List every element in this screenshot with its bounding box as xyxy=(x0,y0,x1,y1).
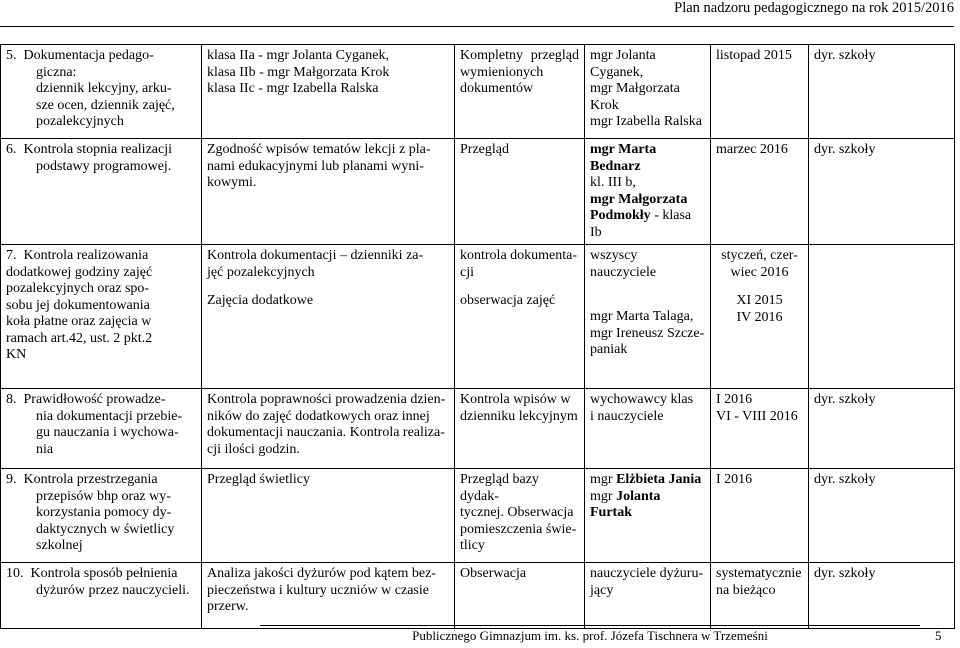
scope-line: ników do zajęć dodatkowych oraz innej xyxy=(207,408,430,424)
footer-rule xyxy=(260,625,920,626)
person-class: - klasa Ib xyxy=(590,208,692,240)
scope-line: nami edukacyjnymi lub planami wyni- xyxy=(207,158,424,174)
method-cell xyxy=(455,139,585,245)
method-cell xyxy=(455,45,585,139)
responsible-cell xyxy=(809,389,955,469)
responsible-text: dyr. szkoły xyxy=(814,392,876,407)
scope-line: klasa IIb - mgr Małgorzata Krok xyxy=(207,64,390,80)
scope-line: Analiza jakości dyżurów pod kątem bez- xyxy=(207,566,436,581)
person-cell xyxy=(585,563,711,629)
method-line: dzienniku lekcyjnym xyxy=(460,408,578,424)
scope-line: przerw. xyxy=(207,599,249,614)
date-cell xyxy=(711,139,809,245)
person-line: nauczyciele dyżuru- xyxy=(590,566,704,581)
scope-line: pieczeństwa i kultury uczniów w czasie xyxy=(207,582,429,598)
responsible-cell xyxy=(809,45,955,139)
topic-line: sze ocen, dziennik zajęć, xyxy=(36,97,175,113)
scope-line: klasa IIa - mgr Jolanta Cyganek, xyxy=(207,48,389,63)
person-name: mgr Małgorzata xyxy=(590,191,688,207)
scope-line: jęć pozalekcyjnych xyxy=(207,264,315,280)
scope-cell xyxy=(202,245,455,389)
header-rule xyxy=(0,26,954,27)
topic-line: nia xyxy=(36,441,54,457)
topic-line: Kontrola realizowania xyxy=(23,248,149,263)
scope-line: Kontrola dokumentacji – dzienniki za- xyxy=(207,248,424,263)
method-line: pomieszczenia świe- xyxy=(460,521,577,537)
topic-line: sobu jej dokumentowania xyxy=(6,297,150,313)
date-cell xyxy=(711,563,809,629)
date-line: systematycznie xyxy=(716,566,802,581)
page-number: 5 xyxy=(935,628,942,643)
person-cell xyxy=(585,389,711,469)
scope-line: cji ilości godzin. xyxy=(207,441,300,457)
method-line: kontrola dokumenta- xyxy=(460,248,578,263)
topic-cell xyxy=(1,389,202,469)
header-title: Plan nadzoru pedagogicznego na rok 2015/2016 xyxy=(674,0,954,16)
topic-line: dziennik lekcyjny, arku- xyxy=(36,81,172,96)
person-cell xyxy=(585,469,711,563)
scope-cell xyxy=(202,139,455,245)
date-line: VI - VIII 2016 xyxy=(716,408,798,424)
date-line: na bieżąco xyxy=(716,582,776,598)
responsible-cell xyxy=(809,245,955,389)
scope-line: Przegląd świetlicy xyxy=(207,472,311,487)
date-line: I 2016 xyxy=(716,392,753,407)
person-line: i nauczyciele xyxy=(590,408,664,424)
scope-cell xyxy=(202,389,455,469)
footer-text: Publicznego Gimnazjum im. ks. prof. Józefa Tischnera w Trzemeśni xyxy=(412,628,768,643)
method-line: tlicy xyxy=(460,538,485,553)
topic-line: przepisów bhp oraz wy- xyxy=(36,488,171,504)
scope-cell xyxy=(202,45,455,139)
supervision-plan-table xyxy=(0,44,955,629)
topic-line: KN xyxy=(6,347,27,362)
topic-cell xyxy=(1,139,202,245)
responsible-text: dyr. szkoły xyxy=(814,566,876,581)
row-number: 8. xyxy=(6,392,17,407)
topic-line: szkolnej xyxy=(36,538,83,553)
person-cell xyxy=(585,245,711,389)
scope-line: Zajęcia dodatkowe xyxy=(207,293,314,308)
person-cell xyxy=(585,45,711,139)
scope-line: kowymi. xyxy=(207,175,257,190)
table-row xyxy=(1,469,955,563)
scope-cell xyxy=(202,469,455,563)
method-line: obserwacja zajęć xyxy=(460,293,556,308)
method-text: Kompletny przegląd wymienionych dokumentów xyxy=(460,48,579,96)
topic-line: Kontrola sposób pełnienia xyxy=(30,566,178,581)
method-text: Obserwacja xyxy=(460,566,527,581)
date-line: XI 2015 xyxy=(736,293,783,308)
responsible-cell xyxy=(809,469,955,563)
row-number: 10. xyxy=(6,566,24,581)
person-line: mgr Marta Talaga, xyxy=(590,309,694,324)
scope-cell xyxy=(202,563,455,629)
date-text: listopad 2015 xyxy=(716,48,792,63)
responsible-cell xyxy=(809,563,955,629)
topic-line: nia dokumentacji przebie- xyxy=(36,408,183,424)
responsible-text: dyr. szkoły xyxy=(814,142,876,157)
responsible-cell xyxy=(809,139,955,245)
scope-line: dokumentacji nauczania. Kontrola realiza- xyxy=(207,425,445,440)
person-name: Jolanta Furtak xyxy=(590,488,661,520)
method-line: Kontrola wpisów w xyxy=(460,392,571,407)
topic-line: pozalekcyjnych oraz spo- xyxy=(6,281,150,296)
row-number: 6. xyxy=(6,142,17,157)
topic-line: daktycznych w świetlicy xyxy=(36,521,175,537)
scope-line: Zgodność wpisów tematów lekcji z pla- xyxy=(207,142,431,157)
scope-line: klasa IIc - mgr Izabella Ralska xyxy=(207,81,379,96)
topic-line: gu nauczania i wychowa- xyxy=(36,425,179,440)
table-row xyxy=(1,245,955,389)
date-text: I 2016 xyxy=(716,472,753,487)
method-line: Przegląd bazy dydak- xyxy=(460,472,539,504)
table-row xyxy=(1,389,955,469)
topic-line: Dokumentacja pedago- xyxy=(23,48,154,63)
row-number: 5. xyxy=(6,48,17,63)
person-name: Elżbieta Jania xyxy=(616,472,702,487)
method-cell xyxy=(455,469,585,563)
topic-line: pozalekcyjnych xyxy=(36,114,124,129)
topic-cell xyxy=(1,245,202,389)
topic-line: korzystania pomocy dy- xyxy=(36,505,172,520)
person-line: mgr Izabella Ralska xyxy=(590,114,702,129)
table-row xyxy=(1,45,955,139)
date-line: styczeń, czer- xyxy=(721,248,798,263)
person-class: kl. III b, xyxy=(590,175,636,190)
person-line: mgr Ireneusz Szcze- xyxy=(590,325,705,341)
date-line: wiec 2016 xyxy=(730,264,789,280)
person-prefix: mgr xyxy=(590,488,617,504)
person-line: mgr Jolanta Cyganek, xyxy=(590,48,656,80)
topic-line: ramach art.42, ust. 2 pkt.2 xyxy=(6,330,153,346)
responsible-text: dyr. szkoły xyxy=(814,48,876,63)
topic-cell xyxy=(1,45,202,139)
person-line: wychowawcy klas xyxy=(590,392,694,407)
topic-line: koła płatne oraz zajęcia w xyxy=(6,314,152,329)
date-cell xyxy=(711,245,809,389)
topic-line: dodatkowej godziny zajęć xyxy=(6,264,153,280)
row-number: 7. xyxy=(6,248,17,263)
topic-cell xyxy=(1,469,202,563)
table-row xyxy=(1,139,955,245)
responsible-text: dyr. szkoły xyxy=(814,472,876,487)
topic-cell xyxy=(1,563,202,629)
date-cell xyxy=(711,469,809,563)
person-cell xyxy=(585,139,711,245)
topic-line: dyżurów przez nauczycieli. xyxy=(36,582,190,598)
topic-line: Kontrola stopnia realizacji xyxy=(23,142,172,157)
person-line: paniak xyxy=(590,342,628,357)
topic-line: podstawy programowej. xyxy=(36,158,172,174)
person-line: wszyscy nauczyciele xyxy=(590,248,657,280)
person-line: jący xyxy=(590,582,614,598)
date-line: IV 2016 xyxy=(736,309,783,325)
method-line: tycznej. Obserwacja xyxy=(460,505,574,520)
table-row xyxy=(1,563,955,629)
method-cell xyxy=(455,563,585,629)
method-cell xyxy=(455,389,585,469)
row-number: 9. xyxy=(6,472,17,487)
person-name: mgr Marta Bednarz xyxy=(590,142,657,174)
date-cell xyxy=(711,45,809,139)
person-prefix: mgr xyxy=(590,472,617,487)
date-cell xyxy=(711,389,809,469)
topic-line: Prawidłowość prowadze- xyxy=(23,392,166,407)
topic-line: Kontrola przestrzegania xyxy=(23,472,158,487)
method-line: cji xyxy=(460,264,474,280)
person-line: mgr Małgorzata Krok xyxy=(590,81,680,113)
scope-line: Kontrola poprawności prowadzenia dzien- xyxy=(207,392,446,407)
topic-line: giczna: xyxy=(36,64,77,80)
method-text: Przegląd xyxy=(460,142,509,157)
method-cell xyxy=(455,245,585,389)
person-name: Podmokły xyxy=(590,208,651,223)
date-text: marzec 2016 xyxy=(716,142,788,157)
